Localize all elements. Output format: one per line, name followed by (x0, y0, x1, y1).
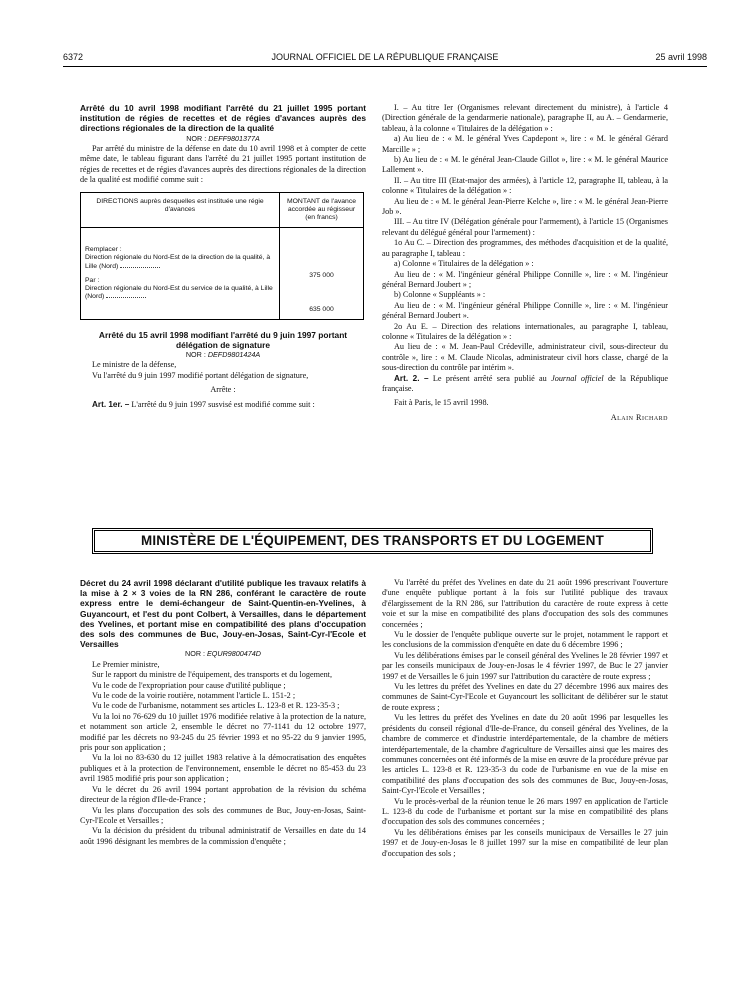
header-montant: MONTANT de l'avance accordée au régisseur (en francs) (286, 197, 357, 222)
arrete-2-art1: Art. 1er. – L'arrêté du 9 juin 1997 susvisé est modifié comme suit : (92, 399, 315, 409)
para-iii-2: 2o Au E. – Direction des relations internationales, au paragraphe I, tableau, colonne « Titulaires de la délégation » : (382, 321, 668, 341)
decret-nor: NOR : EQUR9800474D (185, 649, 261, 659)
upper-left-column (80, 103, 366, 410)
row2-value: 635 000 (309, 306, 334, 314)
para-i-b: b) Au lieu de : « M. le général Jean-Claude Gillot », lire : « M. le général Maurice Lallement ». (382, 155, 668, 175)
decret-p6: Vu la loi no 76-629 du 10 juillet 1976 modifiée relative à la protection de la nature, et notamment son article 2, ensemble le décret no 77-1141 du 12 octobre 1977, modifié par les décrets no 93-245 du 25 février 1993 et no 95-22 du 9 janvier 1995, pris pour son application ; (80, 711, 366, 753)
arrete-2-nor: NOR : DEFD9801424A (185, 350, 261, 360)
decret-p9: Vu les plans d'occupation des sols des communes de Buc, Jouy-en-Josas, Saint-Cyr-l'Ecole et Versailles ; (80, 805, 366, 825)
regie-table-header (81, 193, 363, 229)
upper-right-column (382, 103, 668, 423)
row1-label: Direction régionale du Nord-Est de la direction de la qualité, à Lille (Nord) (85, 254, 271, 270)
arrete-2-arrete: Arrête : (210, 385, 236, 395)
decret-r-p5: Vu les lettres du préfet des Yvelines en date du 20 août 1996 par lesquelles les présidents du conseil régional d'Ile-de-France, du conseil général des Yvelines, de la chambre de commerce et d'industrie interdépartementale, de la chambre de métiers interdépartementale, de la chambre d'agriculture de Versailles ainsi que les maires des communes concernées ont été informés de la mise en œuvre de la procédure prévue par les articles L. 123-8 et R. 123-35-3 du code de l'urbanisme en vue de la mise en compatibilité des plans d'occupation des sols des communes de Buc, Jouy-en-Josas, Saint-Cyr-l'Ecole et Versailles ; (382, 713, 668, 796)
header-directions: DIRECTIONS auprès desquelles est instituée une régie d'avances (81, 193, 280, 228)
para-iii-2-text: Au lieu de : « M. Jean-Paul Crédeville, administrateur civil, sous-directeur du contrôle », lire : « M. Claude Nicolas, administrateur civil hors classe, chargé de la sous-direction du contrôle par intérim ». (382, 342, 668, 373)
regie-table-body (81, 228, 363, 318)
lower-right-column (382, 578, 668, 859)
para-ii-text: Au lieu de : « M. le général Jean-Pierre Kelche », lire : « M. le général Jean-Pierre Job ». (382, 196, 668, 217)
arrete-2-vu: Vu l'arrêté du 9 juin 1997 modifié portant délégation de signature, (92, 370, 309, 380)
issue-date: 25 avril 1998 (655, 52, 707, 62)
para-iii-1: 1o Au C. – Direction des programmes, des méthodes d'acquisition et de la qualité, au paragraphe I, tableau : (382, 238, 668, 258)
arrete-1-title: Arrêté du 10 avril 1998 modifiant l'arrêté du 21 juillet 1995 portant institution de régies de recettes et de régies d'avances auprès des directions régionales de la direction de la qualité (80, 103, 366, 134)
row2-label: Direction régionale du Nord-Est du service de la qualité, à Lille (Nord) (85, 285, 273, 301)
arrete-1-text: Par arrêté du ministre de la défense en date du 10 avril 1998 et à compter de cette même date, le tableau figurant dans l'arrêté du 21 juillet 1995 portant institution de régies de recettes et de régies d'avances auprès des directions régionales de la direction de la qualité est modifié comme suit : (80, 144, 366, 185)
decret-r-p7: Vu les délibérations émises par les conseils municipaux de Versailles le 27 juin 1997 et de Jouy-en-Josas le 8 juillet 1997 sur la mise en compatibilité de leur plan d'occupation des sols ; (382, 827, 668, 858)
para-i: I. – Au titre Ier (Organismes relevant directement du ministre), à l'article 4 (Direction générale de la gendarmerie nationale), paragraphe II, au A. – Gendarmerie, tableau, à la colonne « Titulaires de la délégation » : (382, 103, 668, 133)
decret-title: Décret du 24 avril 1998 déclarant d'utilité publique les travaux relatifs à la mise à 2 × 3 voies de la RN 286, conférant le caractère de route express entre le demi-échangeur de Saint-Quentin-en-Yvelines, à Guyancourt, et l'est du pont Colbert, à Versailles, dans le département des Yvelines, et portant mise en compatibilité des plans d'occupation des sols des communes de Buc, Jouy-en-Josas, Saint-Cyr-l'Ecole et Versailles (80, 578, 366, 650)
para-iii-1-a-text: Au lieu de : « M. l'ingénieur général Philippe Connille », lire : « M. l'ingénieur général Bernard Joubert » ; (382, 269, 668, 289)
ministry-banner: MINISTÈRE DE L'ÉQUIPEMENT, DES TRANSPORTS ET DU LOGEMENT (92, 528, 653, 554)
arrete-1-nor: NOR : DEFF9801377A (186, 133, 260, 143)
decret-p1: Le Premier ministre, (92, 659, 160, 669)
page-header (63, 52, 707, 67)
lower-left-column (80, 578, 366, 847)
decret-p10: Vu la décision du président du tribunal administratif de Versailles en date du 14 août 1996 désignant les membres de la commission d'enquête ; (80, 826, 366, 846)
decret-p7: Vu la loi no 83-630 du 12 juillet 1983 relative à la démocratisation des enquêtes publiques et à la protection de l'environnement, ensemble le décret no 85-453 du 23 avril 1985 modifié pris pour son application ; (80, 753, 366, 784)
arrete-2-minister: Le ministre de la défense, (92, 360, 177, 370)
article-2: Art. 2. – Le présent arrêté sera publié au Journal officiel de la République française. (382, 373, 668, 393)
para-iii-1-a: a) Colonne « Titulaires de la délégation » : (394, 259, 534, 269)
label-par: Par : (85, 276, 100, 284)
decret-p5: Vu le code de l'urbanisme, notamment ses articles L. 123-8 et R. 123-35-3 ; (92, 701, 340, 711)
decret-r-p2: Vu le dossier de l'enquête publique ouverte sur le projet, notamment le rapport et les conclusions de la commission d'enquête en date du 6 décembre 1996 ; (382, 630, 668, 650)
page-number: 6372 (63, 52, 84, 62)
row1-value: 375 000 (309, 272, 334, 280)
decret-p4: Vu le code de la voirie routière, notamment l'article L. 151-2 ; (92, 691, 296, 701)
decret-p8: Vu le décret du 26 avril 1994 portant approbation de la révision du schéma directeur de la région d'Ile-de-France ; (80, 784, 366, 805)
decret-r-p4: Vu les lettres du préfet des Yvelines en date du 27 décembre 1996 aux maires des communes de Saint-Cyr-l'Ecole et Guyancourt les sollicitant de délibérer sur le statut de route express ; (382, 682, 668, 712)
para-iii-1-b-text: Au lieu de : « M. l'ingénieur général Philippe Connille », lire : « M. l'ingénieur général Bernard Joubert ». (382, 300, 668, 321)
label-remplacer: Remplacer : (85, 246, 122, 254)
decret-r-p3: Vu les délibérations émises par le conseil général des Yvelines le 28 février 1997 et par les conseils municipaux de Jouy-en-Josas le 4 février 1997, de Buc le 27 janvier 1997 et de Versailles le 6 juin 1997 sur l'attribution du caractère de route express ; (382, 650, 668, 681)
journal-title: JOURNAL OFFICIEL DE LA RÉPUBLIQUE FRANÇAISE (271, 52, 499, 62)
decret-r-p1: Vu l'arrêté du préfet des Yvelines en date du 21 août 1996 prescrivant l'ouverture d'une enquête publique portant à la fois sur l'utilité publique des travaux d'élargissement de la RN 286, sur l'attribution du caractère de route express à cette voie et sur la mise en compatibilité des plans d'occupation des sols des communes concernées ; (382, 578, 668, 629)
decret-p3: Vu le code de l'expropriation pour cause d'utilité publique ; (92, 680, 286, 690)
arrete-2-title: Arrêté du 15 avril 1998 modifiant l'arrêté du 9 juin 1997 portant délégation de signature (98, 329, 348, 350)
regie-table (80, 192, 364, 320)
para-iii: III. – Au titre IV (Délégation générale pour l'armement), à l'article 15 (Organismes relevant du délégué général pour l'armement) : (382, 217, 668, 237)
para-ii: II. – Au titre III (Etat-major des armées), à l'article 12, paragraphe II, tableau, à la colonne « Titulaires de la délégation » : (382, 175, 668, 196)
decret-r-p6: Vu le procès-verbal de la réunion tenue le 26 mars 1997 en application de l'article L. 123-8 du code de l'urbanisme et portant sur la mise en compatibilité des plans d'occupation des sols des communes concernées ; (382, 796, 668, 827)
signature: Alain Richard (610, 412, 668, 422)
para-i-a: a) Au lieu de : « M. le général Yves Capdepont », lire : « M. le général Gérard Marcille » ; (382, 134, 668, 154)
fait-a-paris: Fait à Paris, le 15 avril 1998. (394, 398, 489, 408)
decret-p2: Sur le rapport du ministre de l'équipement, des transports et du logement, (92, 670, 332, 680)
para-iii-1-b: b) Colonne « Suppléants » : (394, 290, 486, 300)
